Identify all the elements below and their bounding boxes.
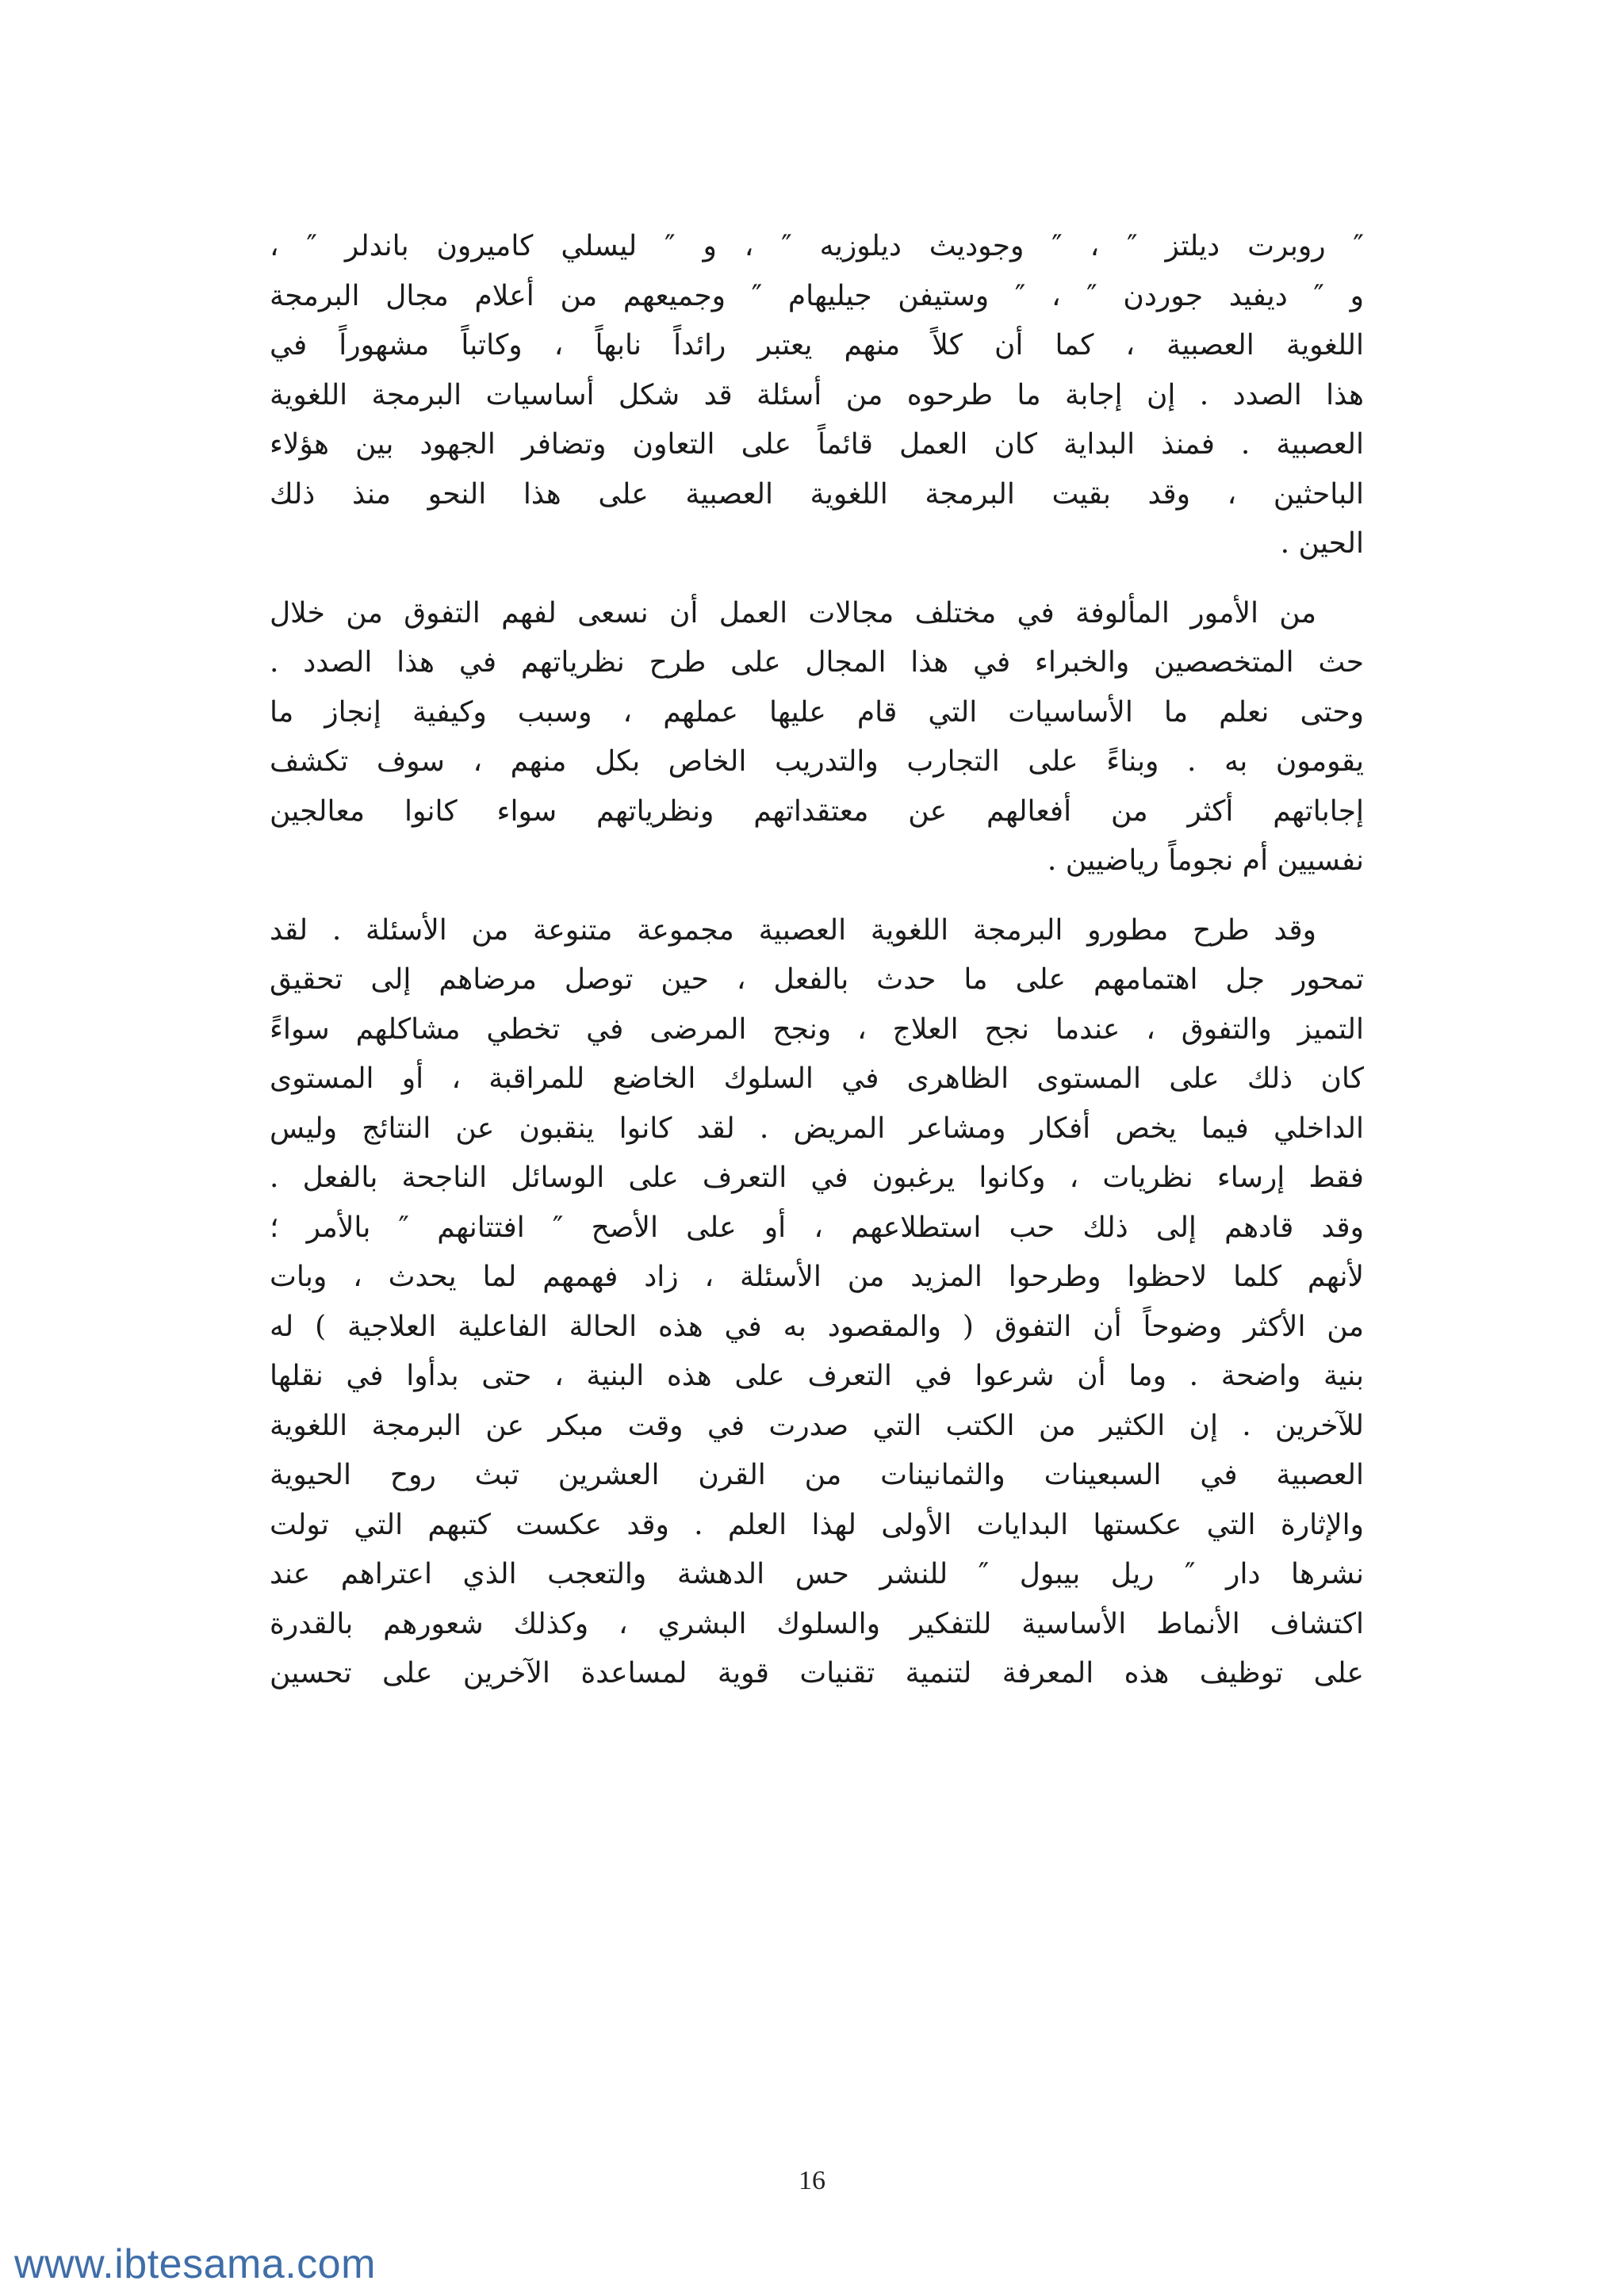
text-line: اكتشاف الأنماط الأساسية للتفكير والسلوك البشري ، وكذلك شعورهم بالقدرة	[270, 1607, 1364, 1640]
text-line: للآخرين . إن الكثير من الكتب التي صدرت في وقت مبكر عن البرمجة اللغوية	[270, 1409, 1364, 1442]
body-text	[270, 222, 1364, 1719]
text-line: من الأمور المألوفة في مختلف مجالات العمل أن نسعى لفهم التفوق من خلال	[270, 596, 1316, 629]
text-line: على توظيف هذه المعرفة لتنمية تقنيات قوية لمساعدة الآخرين على تحسين	[270, 1657, 1364, 1689]
text-line: والإثارة التي عكستها البدايات الأولى لهذا العلم . وقد عكست كتبهم التي تولت	[270, 1508, 1364, 1541]
text-line: تمحور جل اهتمامهم على ما حدث بالفعل ، حين توصل مرضاهم إلى تحقيق	[270, 963, 1364, 996]
text-line: وقد طرح مطورو البرمجة اللغوية العصبية مجموعة متنوعة من الأسئلة . لقد	[270, 913, 1316, 947]
text-line: وحتى نعلم ما الأساسيات التي قام عليها عملهم ، وسبب وكيفية إنجاز ما	[270, 695, 1364, 729]
text-line: من الأكثر وضوحاً أن التفوق ( والمقصود به في هذه الحالة الفاعلية العلاجية ) له	[270, 1310, 1364, 1343]
text-line: و ″ ديفيد جوردن ″ ، ″ وستيفن جيليهام ″ وجميعهم من أعلام مجال البرمجة	[270, 279, 1364, 312]
text-line: نفسيين أم نجوماً رياضيين .	[1047, 844, 1364, 877]
text-line: الداخلي فيما يخص أفكار ومشاعر المريض . لقد كانوا ينقبون عن النتائج وليس	[270, 1112, 1364, 1145]
site-watermark: www.ibtesama.com	[14, 2241, 376, 2287]
paragraph-2	[270, 589, 1364, 886]
text-line: العصبية في السبعينات والثمانينات من القرن العشرين تبث روح الحيوية	[270, 1459, 1364, 1491]
paragraph-3	[270, 906, 1364, 1699]
paragraph-1	[270, 222, 1364, 569]
text-line: كان ذلك على المستوى الظاهرى في السلوك الخاضع للمراقبة ، أو المستوى	[270, 1062, 1364, 1095]
text-line: التميز والتفوق ، عندما نجح العلاج ، ونجح المرضى في تخطي مشاكلهم سواءً	[270, 1012, 1364, 1046]
text-line: الباحثين ، وقد بقيت البرمجة اللغوية العصبية على هذا النحو منذ ذلك	[270, 477, 1365, 511]
text-line: وقد قادهم إلى ذلك حب استطلاعهم ، أو على الأصح ″ افتتانهم ″ بالأمر ؛	[270, 1211, 1364, 1244]
text-line: إجاباتهم أكثر من أفعالهم عن معتقداتهم ونظرياتهم سواء كانوا معالجين	[270, 794, 1364, 828]
text-line: لأنهم كلما لاحظوا وطرحوا المزيد من الأسئلة ، زاد فهمهم لما يحدث ، وبات	[270, 1261, 1364, 1293]
text-line: نشرها دار ″ ريل بيبول ″ للنشر حس الدهشة والتعجب الذي اعتراهم عند	[270, 1558, 1364, 1590]
text-line: فقط إرساء نظريات ، وكانوا يرغبون في التعرف على الوسائل الناجحة بالفعل .	[270, 1161, 1364, 1194]
text-line: بنية واضحة . وما أن شرعوا في التعرف على هذه البنية ، حتى بدأوا في نقلها	[270, 1360, 1364, 1392]
text-line: يقومون به . وبناءً على التجارب والتدريب الخاص بكل منهم ، سوف تكشف	[270, 745, 1364, 778]
page-number: 16	[799, 2166, 825, 2195]
text-line: اللغوية العصبية ، كما أن كلاً منهم يعتبر رائداً نابهاً ، وكاتباً مشهوراً في	[270, 329, 1364, 362]
text-line: حث المتخصصين والخبراء في هذا المجال على طرح نظرياتهم في هذا الصدد .	[270, 646, 1364, 679]
text-line: الحين .	[1280, 527, 1364, 560]
text-line: هذا الصدد . إن إجابة ما طرحوه من أسئلة قد شكل أساسيات البرمجة اللغوية	[270, 378, 1364, 411]
text-line: العصبية . فمنذ البداية كان العمل قائماً على التعاون وتضافر الجهود بين هؤلاء	[270, 428, 1364, 461]
text-line: ″ روبرت ديلتز ″ ، ″ وجوديث ديلوزيه ″ ، و ″ ليسلي كاميرون باندلر ″ ،	[270, 230, 1364, 262]
